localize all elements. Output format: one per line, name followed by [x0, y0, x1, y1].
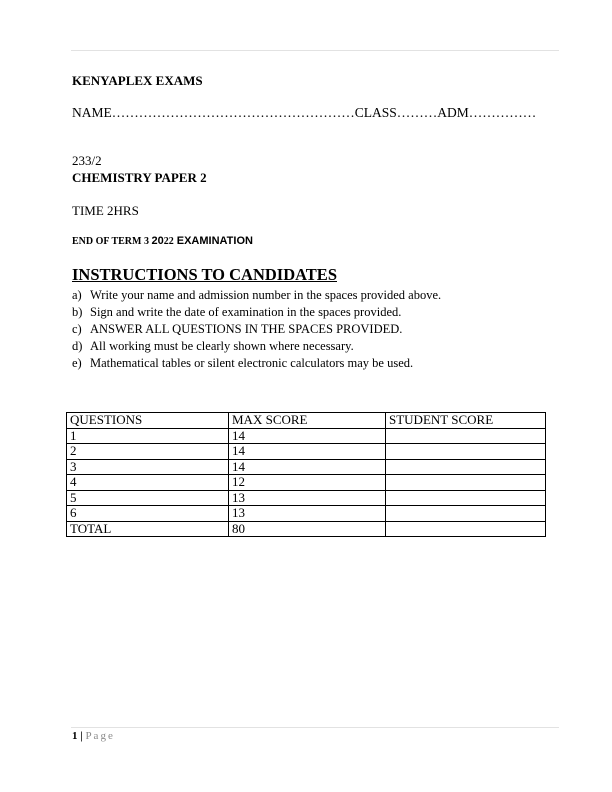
instruction-text: Mathematical tables or silent electronic calculators may be used.	[90, 356, 414, 370]
score-table	[66, 412, 546, 537]
table-row	[67, 475, 546, 491]
instruction-item	[72, 321, 441, 338]
paper-title: CHEMISTRY PAPER 2	[72, 170, 207, 185]
header-rule	[71, 50, 559, 51]
exam-session	[72, 235, 253, 247]
column-header-questions: QUESTIONS	[67, 413, 229, 429]
exam-session-suffix: EXAMINATION	[173, 235, 253, 247]
total-label-cell: TOTAL	[67, 521, 229, 537]
question-cell: 2	[67, 444, 229, 460]
instruction-marker: a)	[72, 288, 82, 302]
page-footer	[72, 730, 115, 742]
table-row	[67, 459, 546, 475]
instruction-text: All working must be clearly shown where necessary.	[90, 339, 354, 353]
footer-rule	[71, 727, 559, 728]
page-number: 1	[72, 730, 78, 742]
max-score-cell: 12	[229, 475, 386, 491]
instruction-marker: c)	[72, 322, 82, 336]
exam-duration: TIME 2HRS	[72, 203, 139, 218]
max-score-cell: 14	[229, 428, 386, 444]
page-separator: |	[77, 730, 86, 742]
school-name: KENYAPLEX EXAMS	[72, 73, 203, 88]
table-header-row	[67, 413, 546, 429]
max-score-cell: 14	[229, 444, 386, 460]
candidate-details-line: NAME………………………………………………CLASS………ADM……………	[72, 105, 537, 120]
table-total-row	[67, 521, 546, 537]
table-row	[67, 490, 546, 506]
instructions-list	[72, 287, 441, 372]
instruction-item	[72, 338, 441, 355]
total-student-score-cell	[386, 521, 546, 537]
question-cell: 1	[67, 428, 229, 444]
exam-session-prefix: END OF TERM 3	[72, 236, 152, 247]
student-score-cell	[386, 475, 546, 491]
instructions-title: INSTRUCTIONS TO CANDIDATES	[72, 265, 337, 284]
instruction-item	[72, 355, 441, 372]
max-score-cell: 14	[229, 459, 386, 475]
column-header-student-score: STUDENT SCORE	[386, 413, 546, 429]
max-score-cell: 13	[229, 506, 386, 522]
instruction-text: Sign and write the date of examination in the spaces provided.	[90, 305, 402, 319]
student-score-cell	[386, 428, 546, 444]
instruction-text: Write your name and admission number in the spaces provided above.	[90, 288, 442, 302]
page-label: Page	[85, 730, 115, 742]
total-max-score-cell: 80	[229, 521, 386, 537]
table-row	[67, 506, 546, 522]
student-score-cell	[386, 459, 546, 475]
question-cell: 5	[67, 490, 229, 506]
instruction-marker: d)	[72, 339, 83, 353]
student-score-cell	[386, 444, 546, 460]
instruction-text: ANSWER ALL QUESTIONS IN THE SPACES PROVIDED.	[90, 322, 403, 336]
question-cell: 4	[67, 475, 229, 491]
exam-session-year-b: 22	[163, 236, 174, 247]
exam-session-year-a: 20	[151, 235, 164, 247]
column-header-max-score: MAX SCORE	[229, 413, 386, 429]
instruction-item	[72, 304, 441, 321]
student-score-cell	[386, 490, 546, 506]
paper-code: 233/2	[72, 153, 102, 168]
table-row	[67, 428, 546, 444]
instruction-marker: b)	[72, 305, 83, 319]
instruction-marker: e)	[72, 356, 82, 370]
table-row	[67, 444, 546, 460]
max-score-cell: 13	[229, 490, 386, 506]
question-cell: 3	[67, 459, 229, 475]
question-cell: 6	[67, 506, 229, 522]
instruction-item	[72, 287, 441, 304]
student-score-cell	[386, 506, 546, 522]
